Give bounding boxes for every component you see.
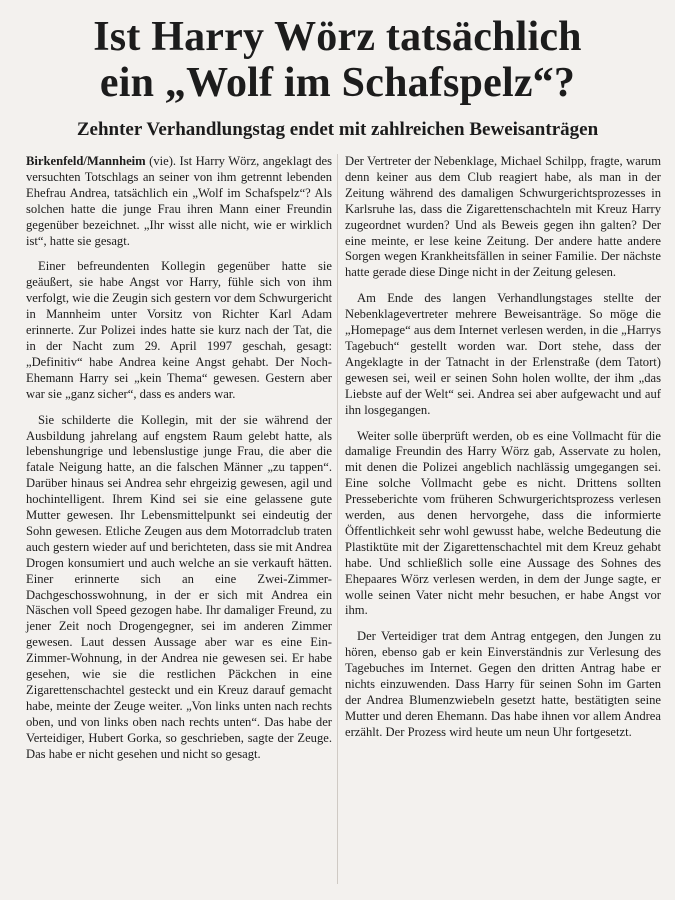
- article-column-left: [26, 154, 332, 773]
- paragraph: Sie schilderte die Kollegin, mit der sie während der Ausbildung jahrelang auf engstem Raum gelebt hatte, als lebenshungrige und lebenslustige junge Frau, die aber die fatale Neigung hatte, an die falschen Männer „zu tappen“. Darüber hinaus sei Andrea sehr ehrgeizig gewesen, agil und hochintelligent. Ihrem Kind sei sie eine gelassene gute Mutter gewesen. Ihr Lebensmittelpunkt sei eindeutig der Sohn gewesen. Etliche Zeugen aus dem Motorradclub traten auch gestern wieder auf und berichteten, dass sie mit Andrea Drogen konsumiert und auch welche an sie verkauft hätten. Einer erinnerte sich an eine Zwei-Zimmer-Dachgeschosswohnung, in der er sich mit Andrea ein Näschen voll Speed gezogen habe. Ihr damaliger Freund, zu jener Zeit noch Drogengegner, sei im anderen Zimmer gewesen. Laut dessen Aussage aber war es eine Ein-Zimmer-Wohnung, in der Andrea nie gewesen sei. Er habe gesehen, wie sie die restlichen Päckchen in eine Zigarettenschachtel gesteckt und ein Kreuz darauf gemacht habe, meinte der Zeuge weiter. „Von links unten nach rechts oben, und von links oben nach rechts unten“. Das habe der Verteidiger, Hubert Gorka, so geschrieben, sagte der Zeuge. Das habe er nicht gesehen und nicht so gesagt.: [26, 412, 332, 761]
- paragraph: Am Ende des langen Verhandlungstages stellte der Nebenklagevertreter mehrere Beweisanträge. So möge die „Homepage“ aus dem Internet verlesen werden, in die „Harrys Tagebuch“ gestellt worden war. Dort stehe, dass der Angeklagte in der Tatnacht in der Erlenstraße (dem Tatort) gewesen sei, weil er seinen Sohn holen wollte, der ihm „das Liebste auf der Welt“ sei. Andrea sei aber aufgewacht und auf ihn losgegangen.: [345, 291, 661, 417]
- column-divider: [337, 154, 338, 884]
- headline: [0, 14, 675, 106]
- headline-line-1: Ist Harry Wörz tatsächlich: [93, 14, 582, 60]
- subheadline: Zehnter Verhandlungstag endet mit zahlreichen Beweisanträgen: [76, 119, 599, 140]
- dateline: Birkenfeld/Mannheim: [26, 154, 146, 168]
- paragraph: Der Vertreter der Nebenklage, Michael Schilpp, fragte, warum denn keiner aus dem Club reagiert habe, als man in der Zeitung während des damaligen Schwurgerichtsprozesses in Karlsruhe las, dass die Zigarettenschachteln mit Kreuz Harry zugeordnet wurden? Und als Beweis gegen ihn galten? Der eine meinte, er lese keine Zeitung. Der andere hatte andere Sorgen wegen Krankheitsfällen in seiner Familie. Der nächste hatte gerade diese Dinge nicht in der Zeitung gelesen.: [345, 154, 661, 280]
- headline-line-2: ein „Wolf im Schafspelz“?: [99, 60, 576, 106]
- paragraph-text: (vie). Ist Harry Wörz, angeklagt des versuchten Totschlags an seiner von ihm getrennt lebenden Ehefrau Andrea, tatsächlich ein „Wolf im Schafspelz“? Als solchen hatte die junge Frau ihren Mann einer Freundin gegenüber bezeichnet. „Ihr wisst alle nicht, wie er wirklich ist“, hatte sie gesagt.: [26, 154, 332, 248]
- article-column-right: [345, 154, 661, 751]
- paragraph: [26, 154, 332, 249]
- paragraph: Weiter solle überprüft werden, ob es eine Vollmacht für die damalige Freundin des Harry Wörz gab, Asservate zu holen, mit denen die Polizei angeblich nachlässig umgegangen sei. Eine solche Vollmacht gebe es nicht. Drittens sollten Presseberichte vom früheren Schwurgerichtsprozess verlesen werden, aus denen hervorgehe, dass die informierte Öffentlichkeit sehr wohl gewusst habe, welche Bedeutung die Plastiktüte mit der Zigarettenschachtel mit dem Kreuz gehabt habe. Und schließlich solle eine Aussage des Sohnes des Ehepaares Wörz verlesen werden, in dem der Junge sagte, er wolle seinen Vater nicht mehr besuchen, er habe Angst vor ihm.: [345, 428, 661, 618]
- paragraph: Der Verteidiger trat dem Antrag entgegen, den Jungen zu hören, ebenso gab er kein Einverständnis zur Verlesung des Tagebuches im Internet. Gegen den dritten Antrag habe er nichts einzuwenden. Dass Harry für seinen Sohn im Garten der Andrea Blumenzwiebeln gesetzt hatte, bestätigten seine Mutter und deren Ehemann. Das habe ihnen vor allem Andrea erzählt. Der Prozess wird heute um neun Uhr fortgesetzt.: [345, 629, 661, 739]
- paragraph: Einer befreundenten Kollegin gegenüber hatte sie geäußert, sie habe Angst vor Harry, fühle sich von ihm verfolgt, wie die Zeugin sich gestern vor dem Schwurgericht in Mannheim unter Vorsitz von Richter Karl Adam erinnerte. Zur Polizei indes hatte sie kurz nach der Tat, die in der Nacht zum 29. April 1997 geschah, gesagt: „Definitiv“ habe Andrea keine Angst gehabt. Der Noch-Ehemann Harry sei „kein Thema“ gewesen. Gestern aber war sie „ganz sicher“, dass es anders war.: [26, 259, 332, 401]
